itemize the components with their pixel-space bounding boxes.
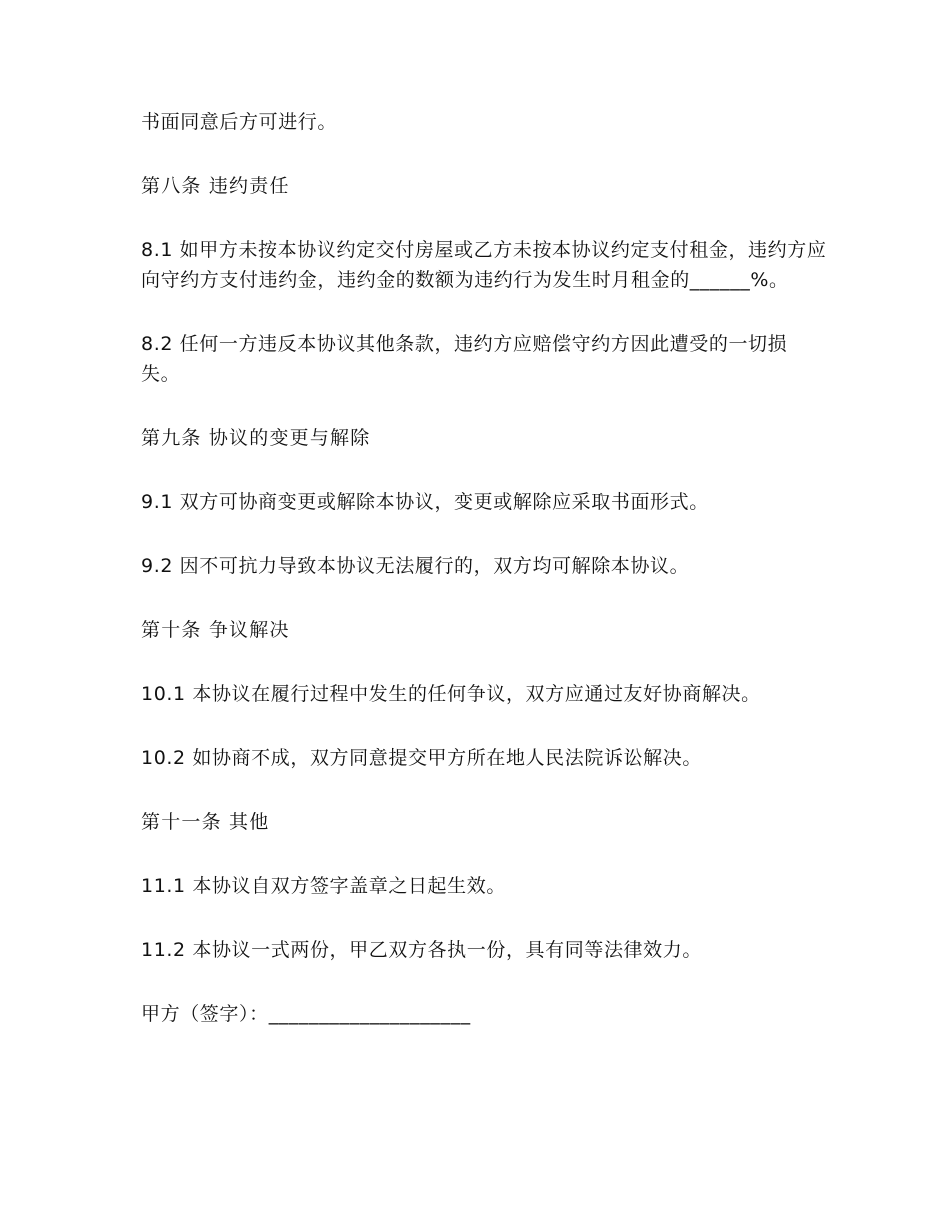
clause-11-1: 11.1 本协议自双方签字盖章之日起生效。 [141, 875, 506, 897]
party-a-signature-line: 甲方（签字）：____________________ [141, 1003, 471, 1025]
clause-10-2: 10.2 如协商不成，双方同意提交甲方所在地人民法院诉讼解决。 [141, 747, 702, 769]
clause-11-2: 11.2 本协议一式两份，甲乙双方各执一份，具有同等法律效力。 [141, 939, 702, 961]
clause-10-1: 10.1 本协议在履行过程中发生的任何争议，双方应通过友好协商解决。 [141, 683, 761, 705]
document-body [141, 107, 841, 1063]
clause-8-1: 8.1 如甲方未按本协议约定交付房屋或乙方未按本协议约定支付租金，违约方应向守约方支付违约金，违约金的数额为违约行为发生时月租金的______%。 [141, 239, 827, 291]
clause-8-2: 8.2 任何一方违反本协议其他条款，违约方应赔偿守约方因此遭受的一切损失。 [141, 333, 788, 385]
article-11-heading: 第十一条 其他 [141, 811, 270, 833]
clause-9-1: 9.1 双方可协商变更或解除本协议，变更或解除应采取书面形式。 [141, 491, 709, 513]
clause-9-2: 9.2 因不可抗力导致本协议无法履行的，双方均可解除本协议。 [141, 555, 690, 577]
article-8-heading: 第八条 违约责任 [141, 175, 290, 197]
continuation-text: 书面同意后方可进行。 [141, 111, 338, 133]
article-9-heading: 第九条 协议的变更与解除 [141, 427, 371, 449]
article-10-heading: 第十条 争议解决 [141, 619, 290, 641]
